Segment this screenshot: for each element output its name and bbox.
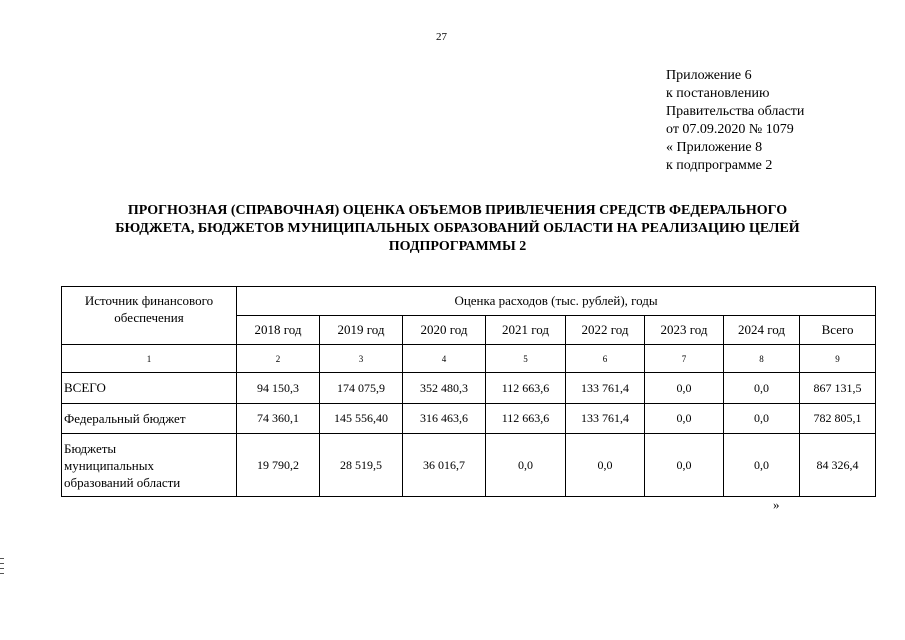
table-cell: 0,0 xyxy=(645,434,724,497)
appendix-line: к постановлению xyxy=(666,86,770,101)
table-cell: 782 805,1 xyxy=(800,404,876,434)
column-number: 2 xyxy=(237,345,320,373)
year-header: 2023 год xyxy=(645,316,724,345)
column-number: 6 xyxy=(566,345,645,373)
column-number: 9 xyxy=(800,345,876,373)
appendix-line: Приложение 6 xyxy=(666,68,752,83)
appendix-line: Правительства области xyxy=(666,104,805,119)
column-number: 8 xyxy=(724,345,800,373)
appendix-line: от 07.09.2020 № 1079 xyxy=(666,122,794,137)
row-label: Бюджеты муниципальных образований области xyxy=(62,434,237,497)
closing-quote: » xyxy=(773,497,780,512)
year-header: 2019 год xyxy=(320,316,403,345)
year-header: 2021 год xyxy=(486,316,566,345)
column-number: 1 xyxy=(62,345,237,373)
table-cell: 133 761,4 xyxy=(566,404,645,434)
row-label: ВСЕГО xyxy=(62,373,237,404)
title-line: БЮДЖЕТА, БЮДЖЕТОВ МУНИЦИПАЛЬНЫХ ОБРАЗОВАНИЙ ОБЛАСТИ НА РЕАЛИЗАЦИЮ ЦЕЛЕЙ xyxy=(115,221,800,236)
document-title xyxy=(60,202,855,256)
total-header: Всего xyxy=(800,316,876,345)
table-cell: 0,0 xyxy=(566,434,645,497)
column-number: 3 xyxy=(320,345,403,373)
title-line: ПРОГНОЗНАЯ (СПРАВОЧНАЯ) ОЦЕНКА ОБЪЕМОВ ПРИВЛЕЧЕНИЯ СРЕДСТВ ФЕДЕРАЛЬНОГО xyxy=(127,203,788,218)
table-cell: 316 463,6 xyxy=(403,404,486,434)
page-number: 27 xyxy=(436,31,447,43)
table-row xyxy=(62,404,876,434)
table-cell: 0,0 xyxy=(645,404,724,434)
column-number-row xyxy=(62,345,876,373)
column-number: 7 xyxy=(645,345,724,373)
table-cell: 19 790,2 xyxy=(237,434,320,497)
row-label: Федеральный бюджет xyxy=(62,404,237,434)
table-cell: 867 131,5 xyxy=(800,373,876,404)
table-row xyxy=(62,373,876,404)
year-header: 2018 год xyxy=(237,316,320,345)
table-cell: 174 075,9 xyxy=(320,373,403,404)
table-cell: 0,0 xyxy=(486,434,566,497)
year-header: 2022 год xyxy=(566,316,645,345)
table-cell: 0,0 xyxy=(724,404,800,434)
title-line: ПОДПРОГРАММЫ 2 xyxy=(388,239,527,254)
table-cell: 133 761,4 xyxy=(566,373,645,404)
table-cell: 84 326,4 xyxy=(800,434,876,497)
margin-marks xyxy=(0,558,4,578)
table-cell: 36 016,7 xyxy=(403,434,486,497)
table-cell: 112 663,6 xyxy=(486,404,566,434)
table-row xyxy=(62,434,876,497)
table-cell: 0,0 xyxy=(724,434,800,497)
appendix-note xyxy=(666,67,804,175)
table-cell: 28 519,5 xyxy=(320,434,403,497)
table-cell: 145 556,40 xyxy=(320,404,403,434)
year-header: 2024 год xyxy=(724,316,800,345)
appendix-line: « Приложение 8 xyxy=(666,140,763,155)
column-number: 5 xyxy=(486,345,566,373)
table-cell: 94 150,3 xyxy=(237,373,320,404)
table-cell: 0,0 xyxy=(724,373,800,404)
financing-table xyxy=(61,286,876,497)
table-cell: 112 663,6 xyxy=(486,373,566,404)
appendix-line: к подпрограмме 2 xyxy=(666,158,773,173)
table-cell: 0,0 xyxy=(645,373,724,404)
column-number: 4 xyxy=(403,345,486,373)
table-cell: 352 480,3 xyxy=(403,373,486,404)
year-header: 2020 год xyxy=(403,316,486,345)
table-cell: 74 360,1 xyxy=(237,404,320,434)
source-column-header: Источник финансового обеспечения xyxy=(62,287,237,345)
estimate-header: Оценка расходов (тыс. рублей), годы xyxy=(237,287,876,316)
